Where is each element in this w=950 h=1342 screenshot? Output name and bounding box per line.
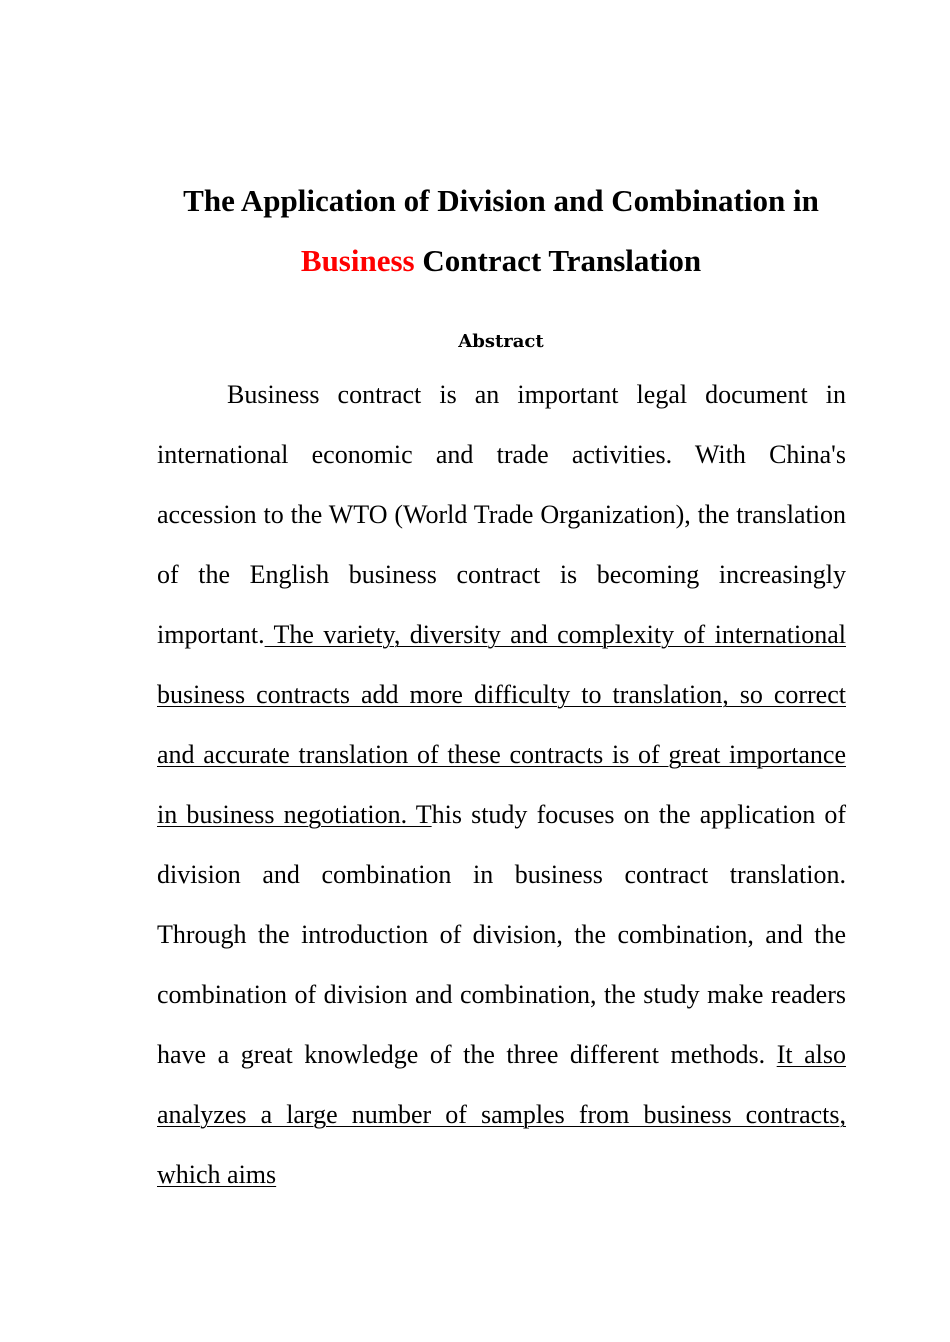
abstract-paragraph [157, 365, 846, 1205]
title-highlight-word: Business [300, 243, 415, 278]
title-line-1-text: The Application of Division and Combination in [183, 183, 819, 218]
abstract-segment-4-underlined: It also analyzes a large number of samples from business contracts, which aims [157, 1040, 847, 1189]
title-line-1 [120, 183, 882, 219]
abstract-segment-3: his study focuses on the application of division and combination in business contract translation. Through the introduction of division, the combination, and the combination of division and combination, the study make readers have a great knowledge of the three different methods. [157, 800, 846, 1069]
title-line-2 [120, 243, 882, 279]
abstract-heading: Abstract [458, 331, 544, 352]
title-line-2-rest: Contract Translation [414, 243, 702, 278]
abstract-segment-1: Business contract is an important legal document in international economic and trade activities. With China's accession to the WTO (World Trade Organization), the translation of the English business contract is becoming increasingly important. [157, 380, 846, 649]
abstract-segment-2-underlined: The variety, diversity and complexity of international business contracts add more difficulty to translation, so correct and accurate translation of these contracts is of great importance in business negotiation. T [157, 620, 846, 829]
